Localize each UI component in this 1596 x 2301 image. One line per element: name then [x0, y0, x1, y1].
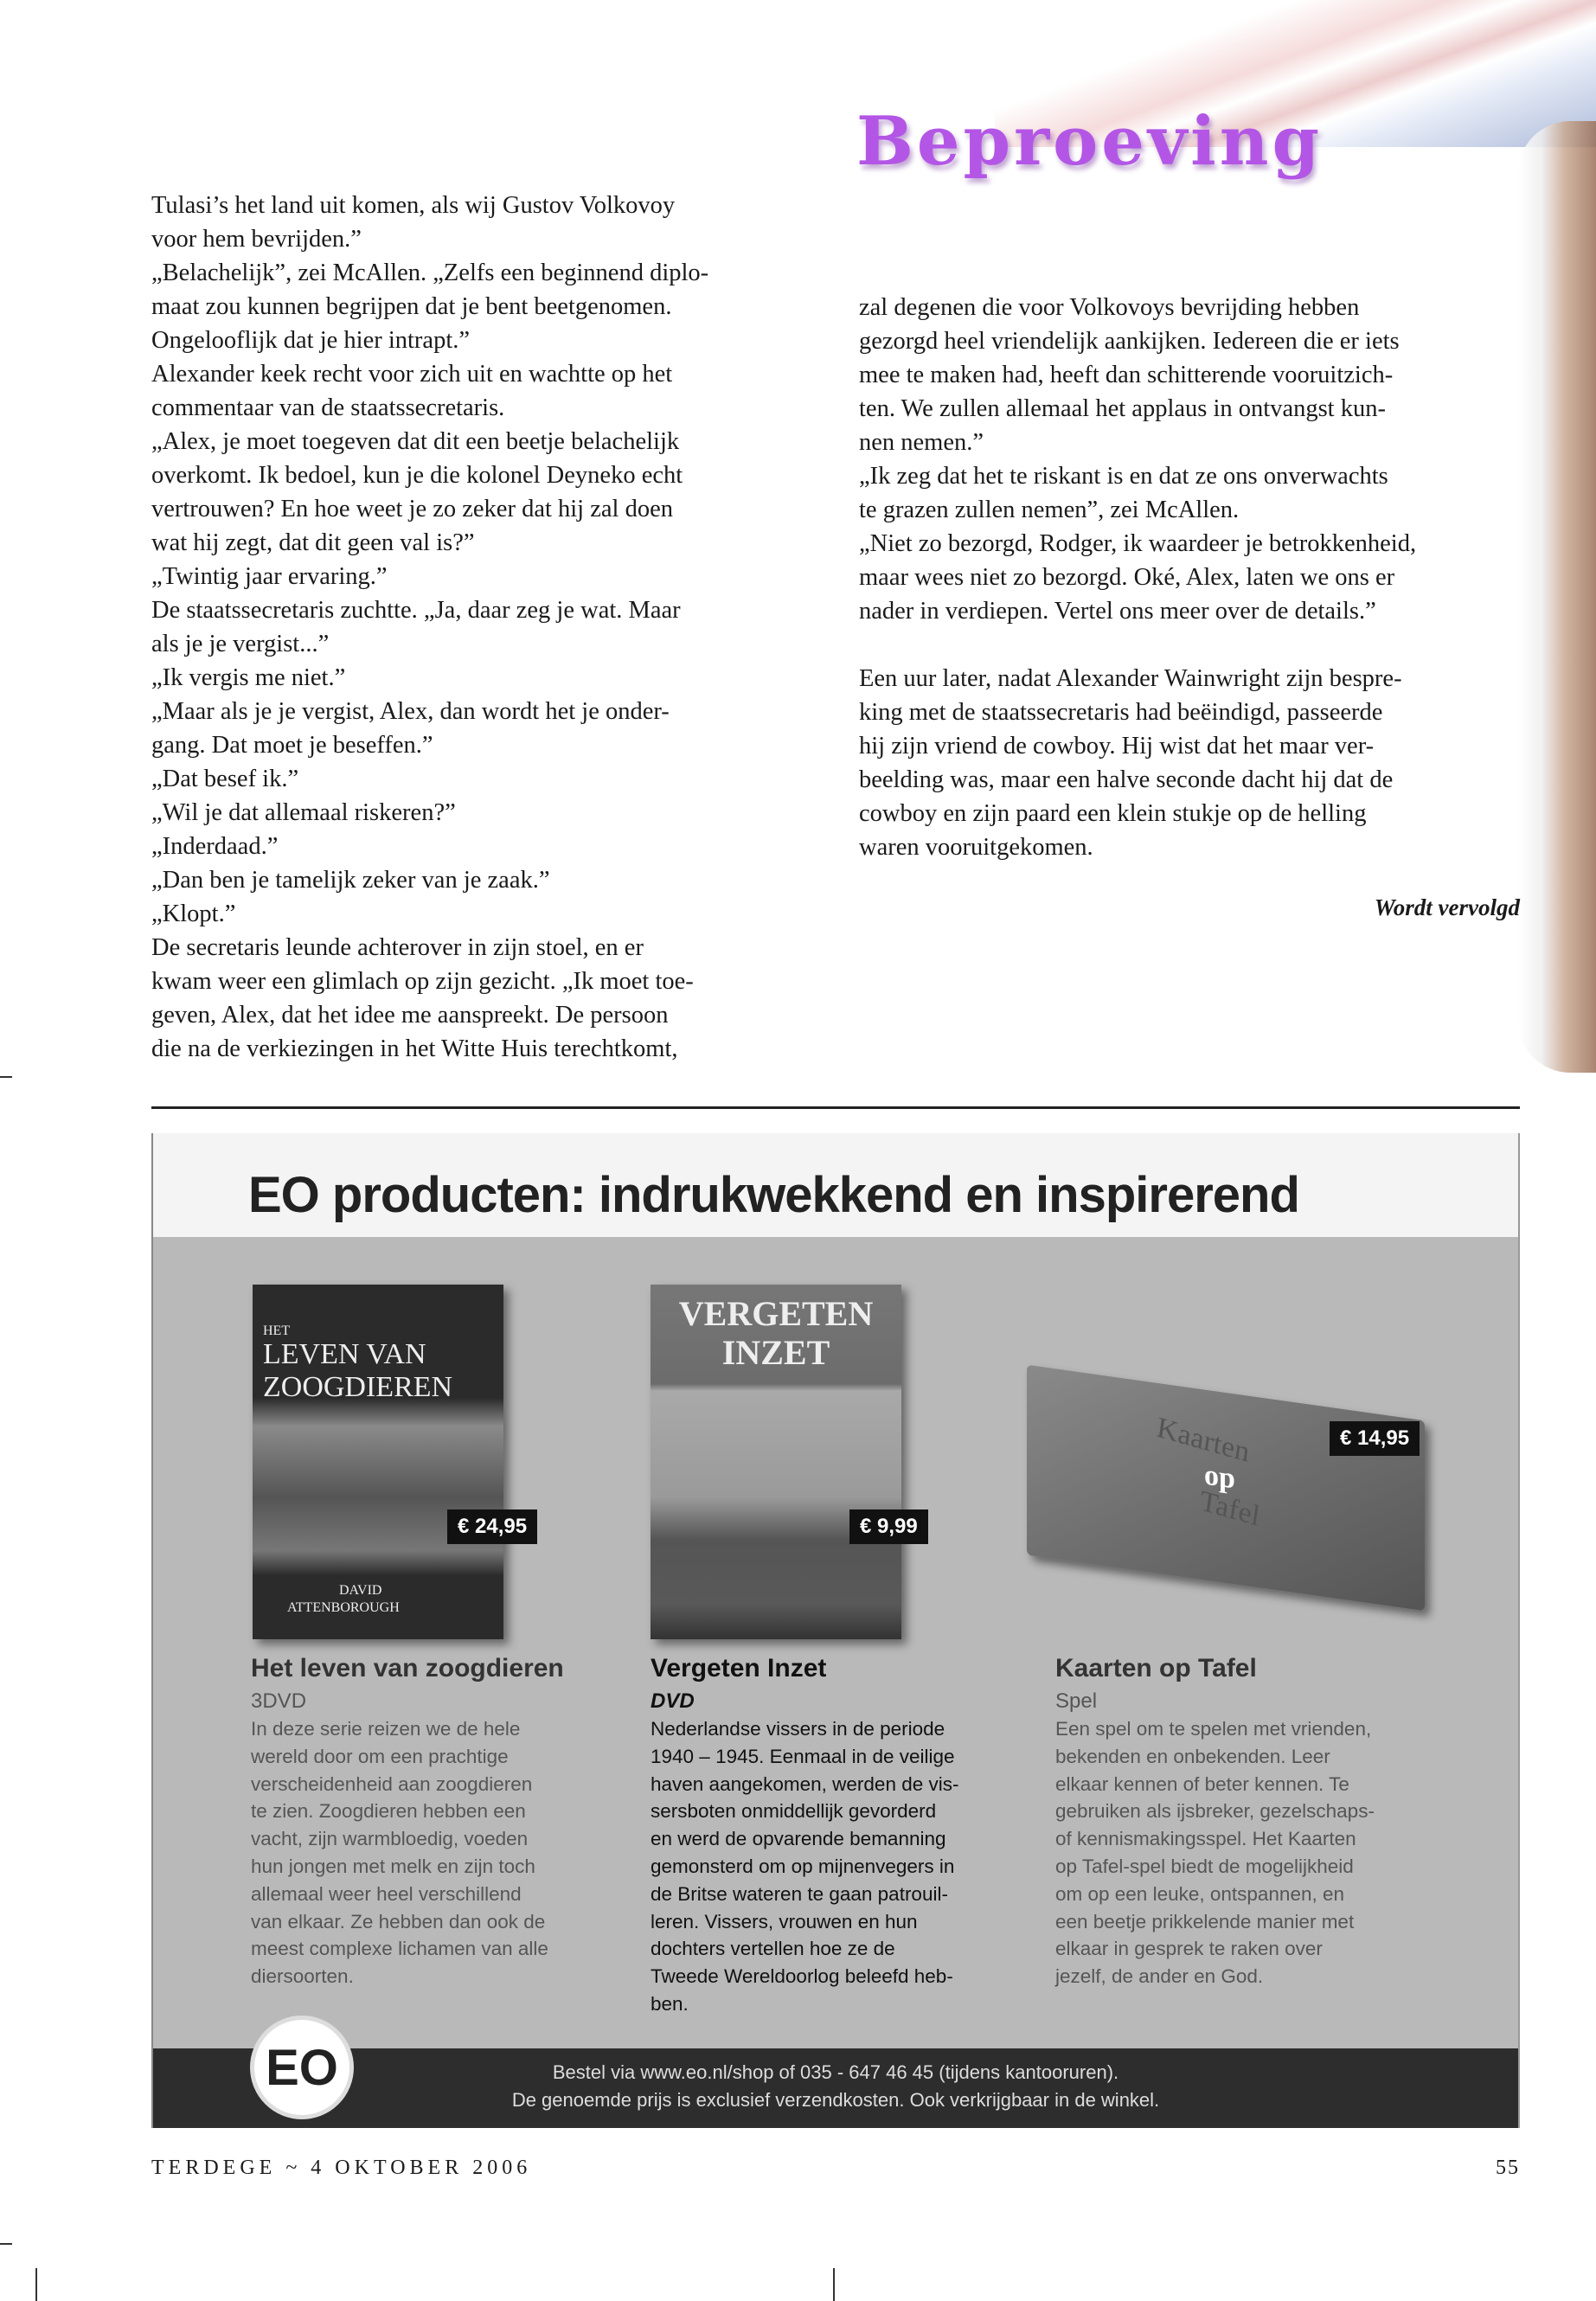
product-title: Kaarten op Tafel: [1055, 1654, 1257, 1682]
text-line: maat zou kunnen begrijpen dat je bent beetgenomen.: [151, 293, 672, 320]
text-line: nen nemen.”: [859, 429, 984, 456]
text-line: zal degenen die voor Volkovoys bevrijding hebben: [859, 294, 1360, 321]
cover-text: INZET: [721, 1333, 830, 1372]
text-line: te grazen zullen nemen”, zei McAllen.: [859, 497, 1240, 523]
crop-mark: [0, 1076, 12, 1078]
text-line: kwam weer een glimlach op zijn gezicht. „Ik moet toe-: [151, 968, 694, 995]
crop-mark: [0, 2243, 12, 2245]
text-line: als je je vergist...”: [151, 631, 330, 657]
text-line: Tulasi’s het land uit komen, als wij Gustov Volkovoy: [151, 192, 676, 219]
product-cover-zoogdieren: [253, 1285, 503, 1639]
product-box-kaarten-op-tafel: [1027, 1365, 1425, 1612]
product-title: Het leven van zoogdieren: [251, 1654, 564, 1682]
text-line: voor hem bevrijden.”: [151, 226, 362, 253]
eo-logo: EO: [250, 2016, 354, 2119]
text-line: op Tafel-spel biedt de mogelijkheid: [1055, 1855, 1354, 1877]
text-line: verscheidenheid aan zoogdieren: [251, 1772, 533, 1795]
price-tag: € 24,95: [447, 1509, 537, 1544]
text-line: beelding was, maar een halve seconde dacht hij dat de: [859, 766, 1394, 793]
text-line: ben.: [651, 1992, 689, 2015]
text-line: elkaar in gesprek te raken over: [1055, 1938, 1323, 1960]
text-line: leren. Vissers, vrouwen en hun: [651, 1910, 918, 1932]
text-line: „Dat besef ik.”: [151, 766, 299, 792]
text-line: elkaar kennen of beter kennen. Te: [1055, 1772, 1349, 1795]
product-title: Vergeten Inzet: [651, 1654, 827, 1682]
text-line: waren vooruitgekomen.: [859, 834, 1093, 861]
text-line: gebruiken als ijsbreker, gezelschaps-: [1055, 1800, 1375, 1823]
article-column-right: [859, 291, 1416, 864]
text-line: „Twintig jaar ervaring.”: [151, 563, 388, 590]
cover-text: ZOOGDIEREN: [263, 1371, 453, 1403]
text-line: overkomt. Ik bedoel, kun je die kolonel Deyneko echt: [151, 462, 683, 489]
text-line: haven aangekomen, werden de vis-: [651, 1772, 959, 1795]
cover-text: VERGETEN: [678, 1294, 874, 1333]
text-line: mee te maken had, heeft dan schitterende vooruitzich-: [859, 362, 1394, 388]
text-line: die na de verkiezingen in het Witte Huis terechtkomt,: [151, 1035, 678, 1062]
cover-text: Tafel: [1197, 1484, 1262, 1533]
text-line: sersboten onmiddellijk gevorderd: [651, 1800, 937, 1823]
product-subtitle: 3DVD: [251, 1689, 307, 1713]
text-line: commentaar van de staatssecretaris.: [151, 394, 505, 421]
text-line: „Klopt.”: [151, 901, 236, 927]
text-line: van elkaar. Ze hebben dan ook de: [251, 1910, 546, 1932]
divider: [151, 1106, 1520, 1109]
cover-text: Kaarten: [1155, 1411, 1252, 1469]
text-line: vertrouwen? En hoe weet je zo zeker dat hij zal doen: [151, 496, 673, 522]
text-line: bekenden en onbekenden. Leer: [1055, 1745, 1330, 1767]
to-be-continued: Wordt vervolgd: [1374, 894, 1520, 920]
text-line: nader in verdiepen. Vertel ons meer over de details.”: [859, 598, 1376, 625]
text-line: geven, Alex, dat het idee me aanspreekt. De persoon: [151, 1002, 669, 1029]
text-line: „Ik vergis me niet.”: [151, 664, 346, 691]
text-line: diersoorten.: [251, 1965, 354, 1988]
publication-footer: TERDEGE ~ 4 OKTOBER 2006: [151, 2157, 532, 2179]
text-line: Een spel om te spelen met vrienden,: [1055, 1718, 1372, 1740]
text-line: om op een leuke, ontspannen, en: [1055, 1882, 1345, 1905]
text-line: cowboy en zijn paard een klein stukje op de helling: [859, 800, 1367, 827]
text-line: Tweede Wereldoorlog beleefd heb-: [651, 1965, 953, 1988]
text-line: Alexander keek recht voor zich uit en wachtte op het: [151, 361, 673, 388]
cover-text: ATTENBOROUGH: [287, 1600, 400, 1615]
cover-text: op: [1204, 1458, 1235, 1496]
text-line: 1940 – 1945. Eenmaal in de veilige: [651, 1745, 955, 1767]
text-line: „Alex, je moet toegeven dat dit een beetje belachelijk: [151, 428, 680, 455]
text-line: De secretaris leunde achterover in zijn stoel, en er: [151, 934, 644, 961]
text-line: wereld door om een prachtige: [251, 1745, 509, 1767]
text-line: „Ik zeg dat het te riskant is en dat ze ons onverwachts: [859, 463, 1388, 490]
text-line: „Wil je dat allemaal riskeren?”: [151, 799, 456, 826]
price-tag: € 14,95: [1330, 1421, 1420, 1456]
text-line: De staatssecretaris zuchtte. „Ja, daar zeg je wat. Maar: [151, 597, 681, 624]
text-line: Ongelooflijk dat je hier intrapt.”: [151, 327, 471, 354]
text-line: „Belachelijk”, zei McAllen. „Zelfs een beginnend diplo-: [151, 260, 709, 286]
product-subtitle: Spel: [1055, 1689, 1098, 1713]
text-line: Een uur later, nadat Alexander Wainwright zijn bespre-: [859, 665, 1402, 692]
price-tag: € 9,99: [849, 1509, 928, 1544]
text-line: „Maar als je je vergist, Alex, dan wordt het je onder-: [151, 698, 670, 725]
text-line: dochters vertellen hoe ze de: [651, 1938, 895, 1960]
text-line: Nederlandse vissers in de periode: [651, 1718, 945, 1740]
text-line: vacht, zijn warmbloedig, voeden: [251, 1828, 529, 1850]
cover-text: LEVEN VAN: [263, 1338, 426, 1370]
text-line: hun jongen met melk en zijn toch: [251, 1855, 535, 1877]
product-description: [651, 1715, 958, 2018]
text-line: de Britse wateren te gaan patrouil-: [651, 1882, 948, 1905]
text-line: te zien. Zoogdieren hebben een: [251, 1800, 526, 1823]
text-line: „Niet zo bezorgd, Rodger, ik waardeer je betrokkenheid,: [859, 530, 1417, 557]
text-line: of kennismakingsspel. Het Kaarten: [1055, 1828, 1356, 1850]
cover-text: DAVID: [339, 1583, 382, 1598]
product-subtitle: DVD: [651, 1689, 695, 1713]
product-description: [251, 1715, 548, 1990]
order-info-bar: [153, 2048, 1518, 2128]
text-line: king met de staatssecretaris had beëindigd, passeerde: [859, 699, 1383, 726]
text-line: gemonsterd om op mijnenvegers in: [651, 1855, 955, 1877]
cover-text: HET: [263, 1324, 291, 1338]
text-line: en werd de opvarende bemanning: [651, 1828, 946, 1850]
text-line: maar wees niet zo bezorgd. Oké, Alex, laten we ons er: [859, 564, 1395, 591]
text-line: ten. We zullen allemaal het applaus in ontvangst kun-: [859, 395, 1386, 422]
text-line: „Inderdaad.”: [151, 833, 279, 860]
portrait-photo: [1518, 121, 1596, 1073]
text-line: gang. Dat moet je beseffen.”: [151, 732, 433, 759]
crop-mark: [833, 2268, 835, 2301]
text-line: wat hij zegt, dat dit geen val is?”: [151, 529, 475, 556]
text-line: hij zijn vriend de cowboy. Hij wist dat het maar ver-: [859, 733, 1375, 760]
article-title: Beproeving: [856, 102, 1324, 181]
text-line: „Dan ben je tamelijk zeker van je zaak.”: [151, 867, 550, 894]
page-number: 55: [1496, 2157, 1520, 2179]
eo-advertisement: [151, 1133, 1520, 2128]
crop-mark: [35, 2268, 37, 2301]
order-line: Bestel via www.eo.nl/shop of 035 - 647 46 45 (tijdens kantooruren).: [552, 2061, 1119, 2083]
ad-header: [153, 1133, 1518, 1237]
ad-headline: EO producten: indrukwekkend en inspirerend: [248, 1167, 1299, 1223]
text-line: een beetje prikkelende manier met: [1055, 1910, 1355, 1932]
article-column-left: [151, 189, 708, 1066]
product-cover-vergeten-inzet: [651, 1285, 901, 1639]
text-line: meest complexe lichamen van alle: [251, 1938, 548, 1960]
shipping-note: De genoemde prijs is exclusief verzendkosten. Ook verkrijgbaar in de winkel.: [511, 2089, 1160, 2111]
text-line: gezorgd heel vriendelijk aankijken. Iedereen die er iets: [859, 328, 1400, 355]
text-line: jezelf, de ander en God.: [1055, 1965, 1264, 1988]
text-line: allemaal weer heel verschillend: [251, 1882, 522, 1905]
text-line: In deze serie reizen we de hele: [251, 1718, 521, 1740]
product-description: [1055, 1715, 1375, 1990]
